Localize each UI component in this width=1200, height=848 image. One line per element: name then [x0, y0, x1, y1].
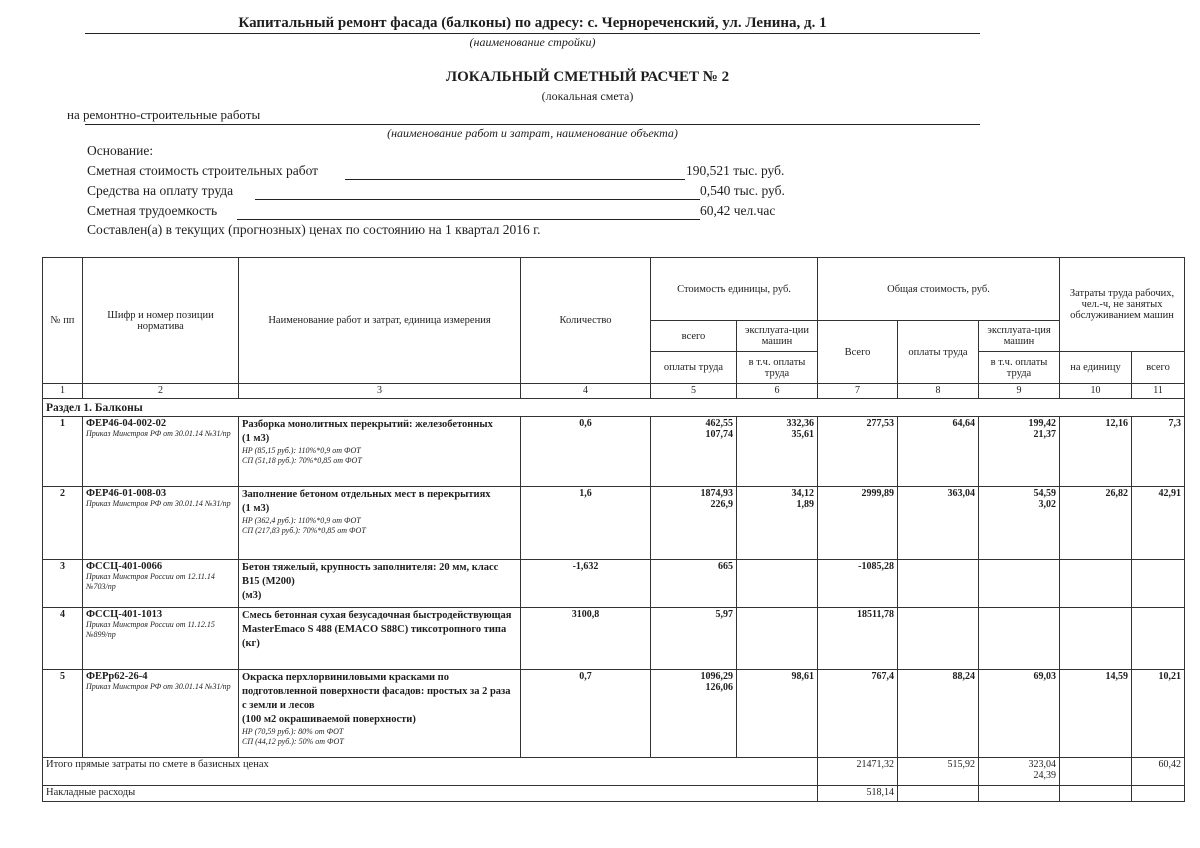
object-title: Капитальный ремонт фасада (балконы) по адресу: с. Чернореченский, ул. Ленина, д. 1	[238, 15, 827, 31]
row-total-labor: 64,64	[898, 417, 979, 487]
row-total-machines: 199,42 21,37	[979, 417, 1060, 487]
header-unit-machines-labor: в т.ч. оплаты труда	[737, 352, 818, 384]
row-unit-machines: 98,61	[737, 670, 818, 758]
header-labor-unit: на единицу	[1060, 352, 1132, 384]
header-total-all: Всего	[818, 321, 898, 384]
row-total-machines: 69,03	[979, 670, 1060, 758]
row-note: НР (85,15 руб.): 110%*0,9 от ФОТ	[242, 446, 361, 455]
header-total-labor: оплаты труда	[898, 321, 979, 384]
row-note: СП (44,12 руб.): 50% от ФОТ	[242, 737, 344, 746]
row-qty: -1,632	[521, 560, 651, 608]
header-total-cost: Общая стоимость, руб.	[818, 258, 1060, 321]
row-total-labor	[898, 608, 979, 670]
header-unit-machines: эксплуата-ции машин	[737, 321, 818, 352]
row-order: Приказ Минстроя РФ от 30.01.14 №31/пр	[86, 499, 231, 508]
object-title-underline	[85, 33, 980, 34]
table-row	[43, 560, 1185, 608]
total-direct-labor-unit	[1060, 758, 1132, 786]
row-qty: 0,7	[521, 670, 651, 758]
total-direct-machines: 323,04 24,39	[979, 758, 1060, 786]
row-labor-unit: 12,16	[1060, 417, 1132, 487]
column-numbers-row	[43, 384, 1185, 399]
header-labor: Затраты труда рабочих, чел.-ч, не занятых обслуживанием машин	[1060, 258, 1185, 352]
row-order: Приказ Минстроя России от 12.11.14 №703/пр	[86, 572, 215, 591]
row-unit-cost: 462,55 107,74	[651, 417, 737, 487]
row-note: СП (217,83 руб.): 70%*0,85 от ФОТ	[242, 526, 366, 535]
overhead-empty	[979, 786, 1060, 802]
row-name: Окраска перхлорвиниловыми красками по подготовленной поверхности фасадов: простых за 2 раза с земли и лесов	[242, 672, 511, 711]
document-title: ЛОКАЛЬНЫЙ СМЕТНЫЙ РАСЧЕТ № 2	[445, 69, 730, 85]
col-number: 10	[1060, 384, 1132, 399]
row-code: ФЕР46-01-008-03	[86, 488, 167, 499]
basis-line-cost-leader	[345, 179, 685, 180]
basis-line-cost-value: 190,521 тыс. руб.	[686, 163, 785, 178]
table-row	[43, 670, 1185, 758]
for-text: ремонтно-строительные работы	[82, 107, 261, 122]
table-row	[43, 608, 1185, 670]
row-unit-cost: 1874,93 226,9	[651, 487, 737, 560]
row-total-machines	[979, 560, 1060, 608]
prices-note: Составлен(а) в текущих (прогнозных) ценах по состоянию на 1 квартал 2016 г.	[87, 222, 541, 237]
header-code: Шифр и номер позиции норматива	[83, 258, 239, 384]
row-code: ФССЦ-401-1013	[86, 609, 163, 620]
row-num: 5	[43, 670, 83, 758]
row-unit-machines	[737, 608, 818, 670]
document-caption: (локальная смета)	[541, 89, 634, 103]
row-order: Приказ Минстроя РФ от 30.01.14 №31/пр	[86, 682, 231, 691]
row-unit: (100 м2 окрашиваемой поверхности)	[242, 714, 416, 725]
col-number: 6	[737, 384, 818, 399]
header-total-machines-labor: в т.ч. оплаты труда	[979, 352, 1060, 384]
row-total: 767,4	[818, 670, 898, 758]
row-labor-unit: 26,82	[1060, 487, 1132, 560]
row-total-machines	[979, 608, 1060, 670]
total-direct-labor: 515,92	[898, 758, 979, 786]
row-code-cell	[83, 670, 239, 758]
row-name: Смесь бетонная сухая безусадочная быстродействующая MasterEmaco S 488 (EMACO S88C) тиксотропного типа	[242, 610, 512, 635]
header-unit-cost: Стоимость единицы, руб.	[651, 258, 818, 321]
overhead-empty	[1132, 786, 1185, 802]
col-number: 2	[83, 384, 239, 399]
for-caption: (наименование работ и затрат, наименование объекта)	[387, 126, 678, 140]
basis-line-hours-leader	[237, 219, 700, 220]
row-total: 277,53	[818, 417, 898, 487]
row-unit-machines: 332,36 35,61	[737, 417, 818, 487]
row-total-labor	[898, 560, 979, 608]
col-number: 8	[898, 384, 979, 399]
total-direct-all: 21471,32	[818, 758, 898, 786]
header-qty: Количество	[521, 258, 651, 384]
row-unit-cost: 1096,29 126,06	[651, 670, 737, 758]
row-total-labor: 363,04	[898, 487, 979, 560]
col-number: 1	[43, 384, 83, 399]
basis-line-hours-label: Сметная трудоемкость	[87, 203, 218, 218]
row-labor-total	[1132, 560, 1185, 608]
header-num: № пп	[43, 258, 83, 384]
row-name-cell	[239, 608, 521, 670]
row-unit-cost: 5,97	[651, 608, 737, 670]
row-code-cell	[83, 560, 239, 608]
row-code-cell	[83, 608, 239, 670]
row-total-labor: 88,24	[898, 670, 979, 758]
overhead-row	[43, 786, 1185, 802]
col-number: 9	[979, 384, 1060, 399]
col-number: 3	[239, 384, 521, 399]
col-number: 4	[521, 384, 651, 399]
row-unit-cost: 665	[651, 560, 737, 608]
basis-line-cost-label: Сметная стоимость строительных работ	[87, 163, 319, 178]
for-underline	[85, 124, 980, 125]
row-num: 4	[43, 608, 83, 670]
for-line	[67, 107, 260, 123]
overhead-all: 518,14	[818, 786, 898, 802]
overhead-empty	[898, 786, 979, 802]
row-unit: (кг)	[242, 638, 260, 649]
row-labor-unit: 14,59	[1060, 670, 1132, 758]
basis-line-hours-value: 60,42 чел.час	[700, 203, 776, 218]
header-labor-total: всего	[1132, 352, 1185, 384]
row-note: НР (70,59 руб.): 80% от ФОТ	[242, 727, 344, 736]
header-name: Наименование работ и затрат, единица измерения	[239, 258, 521, 384]
row-labor-total: 7,3	[1132, 417, 1185, 487]
basis-line-labor-value: 0,540 тыс. руб.	[700, 183, 785, 198]
row-total: 18511,78	[818, 608, 898, 670]
col-number: 11	[1132, 384, 1185, 399]
row-note: НР (362,4 руб.): 110%*0,9 от ФОТ	[242, 516, 361, 525]
header-unit-total: всего	[651, 321, 737, 352]
row-order: Приказ Минстроя России от 11.12.15 №899/пр	[86, 620, 215, 639]
row-unit: (1 м3)	[242, 433, 270, 444]
row-unit: (м3)	[242, 590, 262, 601]
row-name-cell	[239, 417, 521, 487]
row-qty: 1,6	[521, 487, 651, 560]
basis-line-labor-label: Средства на оплату труда	[87, 183, 234, 198]
row-total: -1085,28	[818, 560, 898, 608]
row-code: ФЕРр62-26-4	[86, 671, 148, 682]
row-name-cell	[239, 560, 521, 608]
table-row	[43, 487, 1185, 560]
object-caption: (наименование стройки)	[469, 35, 596, 49]
row-order: Приказ Минстроя РФ от 30.01.14 №31/пр	[86, 429, 231, 438]
row-name: Разборка монолитных перекрытий: железобетонных	[242, 419, 493, 430]
overhead-empty	[1060, 786, 1132, 802]
col-number: 7	[818, 384, 898, 399]
header-unit-labor: оплаты труда	[651, 352, 737, 384]
row-labor-unit	[1060, 560, 1132, 608]
for-label: на	[67, 107, 80, 122]
row-note: СП (51,18 руб.): 70%*0,85 от ФОТ	[242, 456, 362, 465]
row-qty: 0,6	[521, 417, 651, 487]
row-name-cell	[239, 487, 521, 560]
row-total-machines: 54,59 3,02	[979, 487, 1060, 560]
row-code-cell	[83, 417, 239, 487]
row-name-cell	[239, 670, 521, 758]
row-name: Заполнение бетоном отдельных мест в перекрытиях	[242, 489, 491, 500]
row-num: 3	[43, 560, 83, 608]
row-unit-machines	[737, 560, 818, 608]
basis-label: Основание:	[87, 143, 154, 158]
total-direct-label: Итого прямые затраты по смете в базисных ценах	[43, 758, 818, 786]
col-number: 5	[651, 384, 737, 399]
row-code: ФЕР46-04-002-02	[86, 418, 167, 429]
section-title: Раздел 1. Балконы	[43, 399, 1185, 417]
total-direct-row	[43, 758, 1185, 786]
row-num: 1	[43, 417, 83, 487]
row-qty: 3100,8	[521, 608, 651, 670]
row-labor-total: 10,21	[1132, 670, 1185, 758]
estimate-table	[42, 257, 1185, 802]
row-labor-total: 42,91	[1132, 487, 1185, 560]
row-name: Бетон тяжелый, крупность заполнителя: 20 мм, класс В15 (М200)	[242, 562, 499, 587]
row-unit-machines: 34,12 1,89	[737, 487, 818, 560]
total-direct-labor-total: 60,42	[1132, 758, 1185, 786]
row-total: 2999,89	[818, 487, 898, 560]
overhead-label: Накладные расходы	[43, 786, 818, 802]
row-code: ФССЦ-401-0066	[86, 561, 163, 572]
row-labor-unit	[1060, 608, 1132, 670]
row-labor-total	[1132, 608, 1185, 670]
header-total-machines: эксплуата-ция машин	[979, 321, 1060, 352]
row-num: 2	[43, 487, 83, 560]
row-unit: (1 м3)	[242, 503, 270, 514]
row-code-cell	[83, 487, 239, 560]
table-row	[43, 417, 1185, 487]
basis-line-labor-leader	[255, 199, 700, 200]
